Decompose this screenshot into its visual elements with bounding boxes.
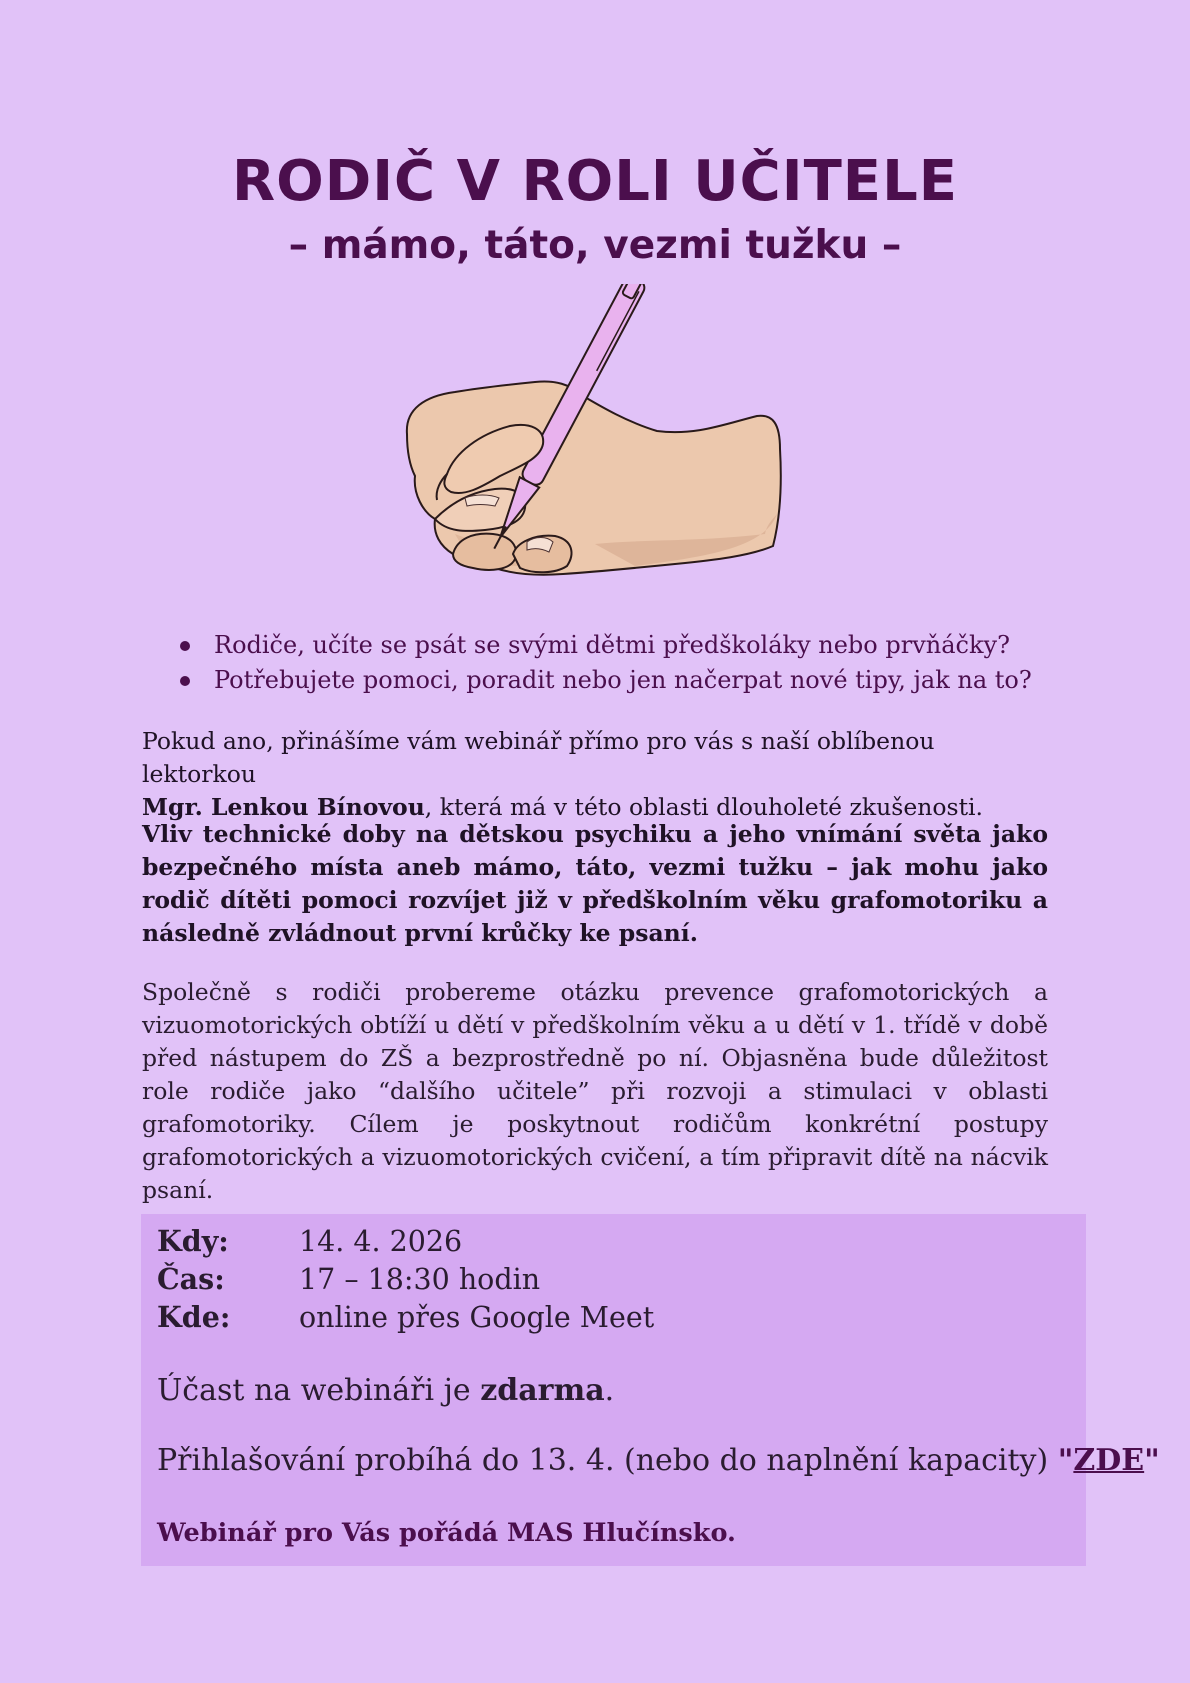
- page-title: RODIČ V ROLI UČITELE: [231, 149, 958, 214]
- time-label: Čas:: [157, 1262, 225, 1296]
- intro-text: Pokud ano, přinášíme vám webinář přímo pro vás s naší oblíbenou lektorkou: [142, 727, 935, 788]
- webinar-topic: Vliv technické doby na dětskou psychiku a jeho vnímání světa jako bezpečného místa aneb mámo, táto, vezmi tužku – jak mohu jako rodič dítěti pomoci rozvíjet již v předškolním věku grafomotoriku a následně zvládnout první krůčky ke psaní.: [142, 820, 1048, 947]
- where-value: online přes Google Meet: [299, 1301, 655, 1334]
- question-list: [176, 628, 1032, 698]
- hand-writing-with-pen-icon: [395, 284, 815, 624]
- time-row: [157, 1260, 540, 1299]
- registration-info: Přihlašování probíhá do 13. 4. (nebo do naplnění kapacity): [157, 1443, 1058, 1478]
- page-subtitle: – mámo, táto, vezmi tužku –: [288, 223, 902, 268]
- free-entry-suffix: .: [604, 1373, 615, 1408]
- free-entry-prefix: Účast na webináři je: [157, 1373, 481, 1408]
- when-row: [157, 1222, 462, 1261]
- time-value: 17 – 18:30 hodin: [299, 1263, 541, 1296]
- quote-open: ": [1057, 1443, 1074, 1478]
- registration-link-wrapper: [1058, 1443, 1160, 1478]
- list-item: Rodiče, učíte se psát se svými dětmi předškoláky nebo prvňáčky?: [176, 628, 1032, 663]
- event-details-box: [141, 1214, 1160, 1566]
- when-value: 14. 4. 2026: [299, 1225, 463, 1258]
- organizer-text: Webinář pro Vás pořádá MAS Hlučínsko.: [157, 1518, 736, 1548]
- registration-text: [157, 1442, 1160, 1480]
- list-item: Potřebujete pomoci, poradit nebo jen načerpat nové tipy, jak na to?: [176, 663, 1032, 698]
- when-label: Kdy:: [157, 1224, 229, 1258]
- free-entry-text: [157, 1372, 614, 1410]
- registration-link[interactable]: ZDE: [1073, 1443, 1145, 1478]
- where-label: Kde:: [157, 1300, 231, 1334]
- free-entry-bold: zdarma: [480, 1373, 605, 1408]
- intro-text-end: , která má v této oblasti dlouholeté zkušenosti.: [424, 793, 984, 821]
- lecturer-name: Mgr. Lenkou Bínovou: [142, 793, 425, 821]
- quote-close: ": [1144, 1443, 1160, 1478]
- intro-paragraph: [142, 725, 1048, 824]
- where-row: [157, 1298, 654, 1337]
- webinar-description: Společně s rodiči probereme otázku prevence grafomotorických a vizuomotorických obtíží u dětí v předškolním věku a u dětí v 1. třídě v době před nástupem do ZŠ a bezprostředně po ní. Objasněna bude důležitost role rodiče jako “dalšího učitele” při rozvoji a stimulaci v oblasti grafomotoriky. Cílem je poskytnout rodičům konkrétní postupy grafomotorických a vizuomotorických cvičení, a tím připravit dítě na nácvik psaní.: [142, 978, 1048, 1204]
